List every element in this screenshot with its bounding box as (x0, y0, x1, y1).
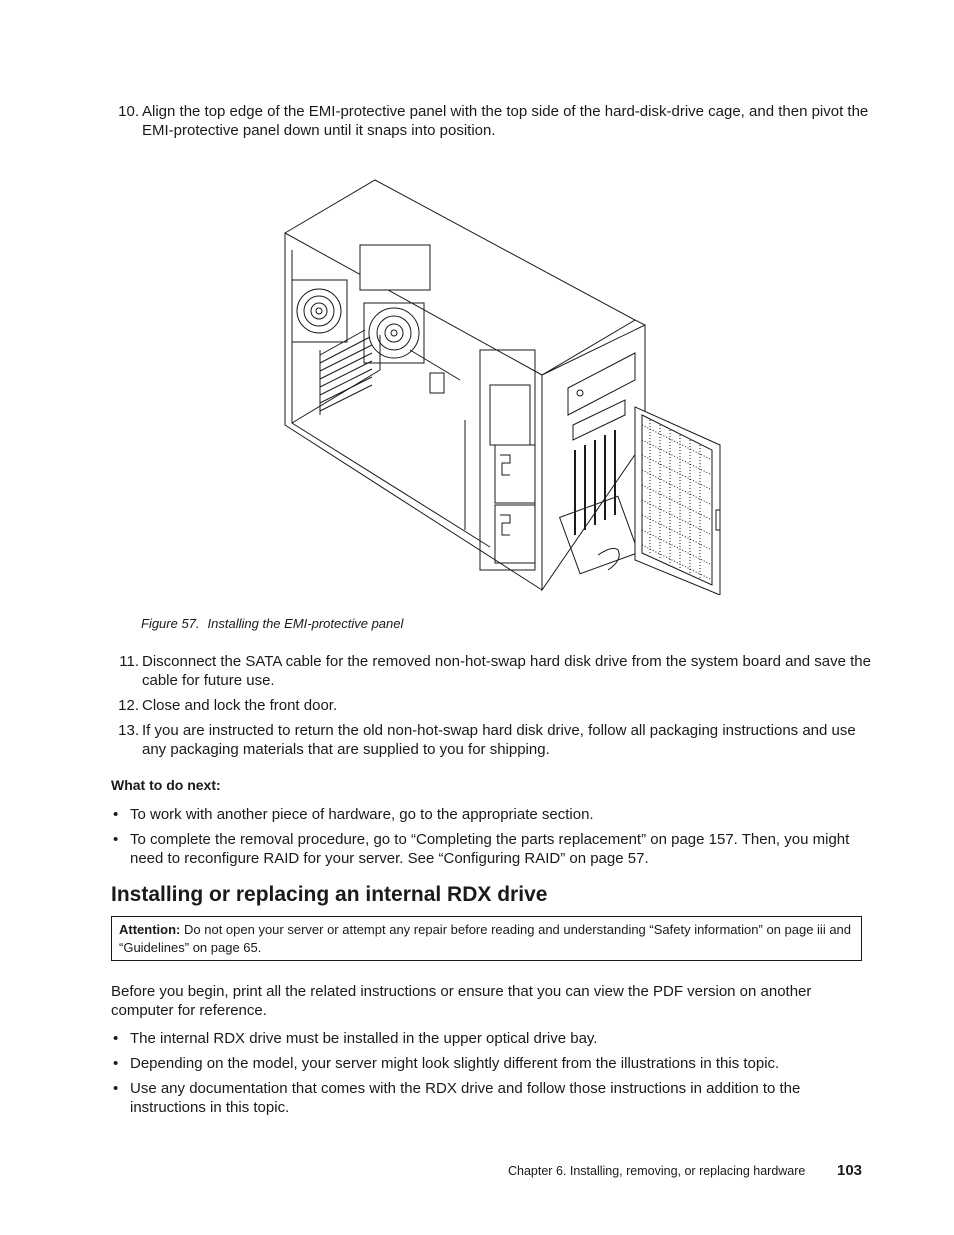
step-text: Disconnect the SATA cable for the removed non-hot-swap hard disk drive from the system board and save the cable for future use. (142, 653, 871, 689)
list-item-text: The internal RDX drive must be installed in the upper optical drive bay. (130, 1030, 598, 1047)
step-text: If you are instructed to return the old non-hot-swap hard disk drive, follow all packaging instructions and use any packaging materials that are supplied to you for shipping. (142, 722, 856, 758)
page-number: 103 (837, 1162, 863, 1179)
step-number: 13. (118, 722, 139, 739)
list-item-text: Depending on the model, your server might look slightly different from the illustrations in this topic. (130, 1055, 780, 1072)
list-item (111, 805, 871, 824)
step-text: Close and lock the front door. (142, 697, 338, 714)
drive-cage (465, 350, 535, 570)
figure-caption (141, 616, 403, 631)
step-10 (111, 102, 871, 140)
intro-paragraph: Before you begin, print all the related instructions or ensure that you can view the PDF version on another computer for reference. (111, 983, 812, 1019)
server-illustration (280, 175, 725, 595)
attention-text: Do not open your server or attempt any repair before reading and understanding “Safety information” on page iii and “Guidelines” on page 65. (119, 922, 852, 955)
step-number: 11. (119, 653, 139, 670)
list-item (111, 1029, 871, 1048)
what-next-title: What to do next: (111, 777, 221, 793)
step-13 (111, 721, 871, 759)
bullet-icon: • (113, 1030, 119, 1047)
figure-caption-text: Installing the EMI-protective panel (207, 616, 404, 631)
list-item (111, 1079, 871, 1117)
section-heading: Installing or replacing an internal RDX drive (111, 883, 548, 906)
fan-icon (292, 280, 347, 342)
fan-icon (364, 303, 424, 363)
front-door (635, 407, 720, 595)
step-number: 12. (118, 697, 139, 714)
list-item-text: To complete the removal procedure, go to “Completing the parts replacement” on page 157. Then, you might need to reconfigure RAID for your server. See “Configuring RAID” on page 57. (130, 831, 850, 867)
attention-label: Attention: (119, 922, 181, 937)
bullet-icon: • (113, 1080, 119, 1097)
bullet-icon: • (113, 831, 119, 848)
step-number: 10. (118, 103, 139, 120)
list-item (111, 1054, 871, 1073)
list-item (111, 830, 871, 868)
step-11 (111, 652, 871, 690)
figure-label: Figure 57. (141, 616, 200, 631)
list-item-text: Use any documentation that comes with the RDX drive and follow those instructions in addition to the instructions in this topic. (130, 1080, 801, 1116)
list-item-text: To work with another piece of hardware, go to the appropriate section. (130, 806, 594, 823)
step-text: Align the top edge of the EMI-protective panel with the top side of the hard-disk-drive cage, and then pivot the EMI-protective panel down until it snaps into position. (142, 103, 869, 139)
bullet-icon: • (113, 806, 119, 823)
bullet-icon: • (113, 1055, 119, 1072)
footer-chapter: Chapter 6. Installing, removing, or replacing hardware (508, 1164, 806, 1178)
attention-box (111, 916, 862, 961)
step-12 (111, 696, 871, 715)
